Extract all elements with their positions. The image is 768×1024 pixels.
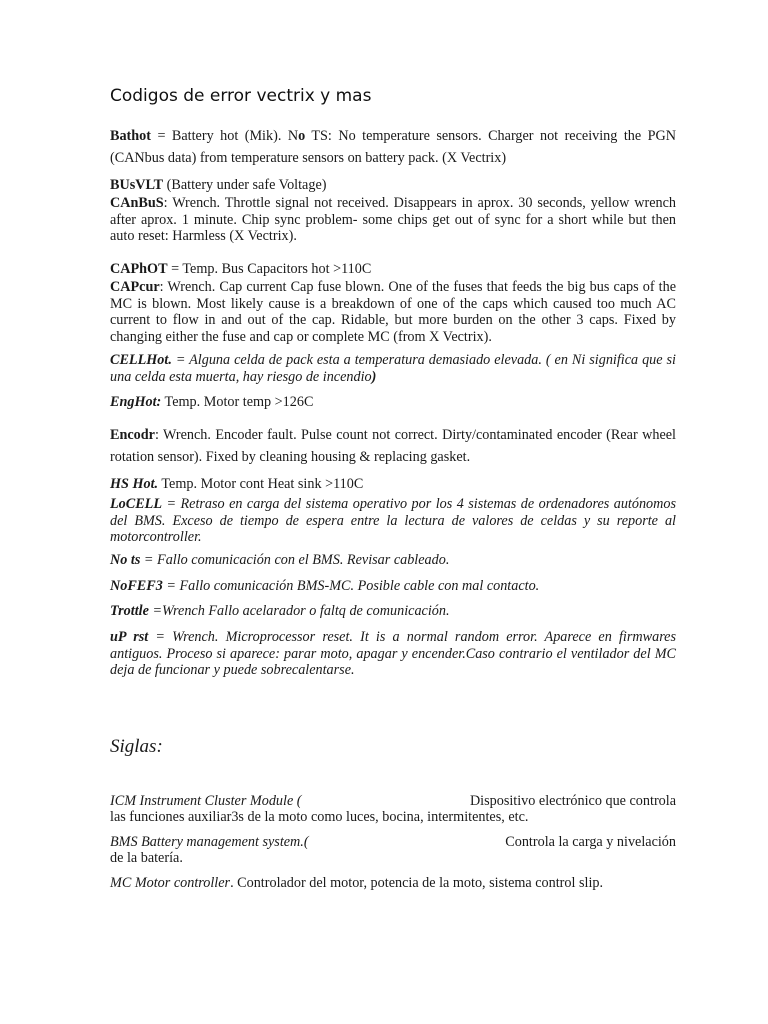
error-code: NoFEF3 [110,578,163,594]
entry-hshot [110,476,676,493]
entry-text: =Wrench Fallo acelarador o faltq de comunicación. [148,603,450,619]
entry-text: Temp. Motor cont Heat sink >110C [158,476,364,492]
entry-text: (Battery under safe Voltage) [163,177,327,193]
sigla-abbr: BMS Battery management system.( [110,834,309,850]
entry-bathot [110,125,676,169]
sigla-mc [110,875,676,891]
closing-paren: ) [371,368,377,385]
error-code: Trottle [110,603,149,619]
error-code: CAnBuS [110,195,164,211]
sigla-abbr: ICM Instrument Cluster Module ( [110,793,302,809]
document-title: Codigos de error vectrix y mas [110,86,372,106]
entry-text: : Wrench. Encoder fault. Pulse count not correct. Dirty/contaminated encoder (Rear wheel rotation sensor). Fixed by cleaning housing & replacing gasket. [110,427,676,465]
siglas-heading: Siglas: [110,736,163,757]
entry-text: = Battery hot (Mik). N [151,128,299,144]
entry-text: = Alguna celda de pack esta a temperatura demasiado elevada. ( en Ni significa que si una celda esta muerta, hay riesgo de incendio [110,352,676,385]
error-code: CELLHot. [110,352,172,368]
entry-text: : Wrench. Cap current Cap fuse blown. One of the fuses that feeds the big bus caps of the MC is blown. Most likely cause is a breakdown of one of the caps which caused too much AC current to flow in and out of the cap. Ridable, but more burden on the other 3 caps. Fixed by changing either the fuse and cap or complete MC (from X Vectrix). [110,279,676,345]
entry-nofef3 [110,578,676,595]
entry-text: = Retraso en carga del sistema operativo por los 4 sistemas de ordenadores autónomos del BMS. Exceso de tiempo de espera entre la lectura de valores de celdas y su reporte al motorcontroller. [110,496,676,545]
sigla-icm [110,793,676,825]
sigla-desc-cont: de la batería. [110,850,183,866]
entry-canbus [110,195,676,245]
entry-locell [110,496,676,546]
entry-enghot [110,394,676,411]
entry-text: : Wrench. Throttle signal not received. Disappears in aprox. 30 seconds, yellow wrench after aprox. 1 minute. Chip sync problem- some chips get out of sync for a short while but then auto reset: Harmless (X Vectrix). [110,195,676,244]
entry-encodr [110,424,676,468]
entry-busvlt [110,177,676,194]
entry-text: = Fallo comunicación con el BMS. Revisar cableado. [140,552,450,568]
error-code: Encodr [110,427,155,443]
error-code: CAPcur [110,279,160,295]
error-code: LoCELL [110,496,163,512]
entry-trottle [110,603,676,620]
error-code: HS Hot. [110,476,159,492]
entry-uprst [110,629,676,679]
entry-text: = Wrench. Microprocessor reset. It is a normal random error. Aparece en firmwares antiguos. Proceso si aparece: parar moto, apagar y encender.Caso contrario el ventilador del MC deja de funcionar y puede sobrecalentarse. [110,629,677,678]
entry-text: = Temp. Bus Capacitors hot >110C [167,261,372,277]
sigla-desc-cont: . Controlador del motor, potencia de la moto, sistema control slip. [230,875,604,891]
entry-text: = Fallo comunicación BMS-MC. Posible cable con mal contacto. [162,578,540,594]
entry-text: TS: No temperature sensors. Charger not receiving the PGN (CANbus data) from temperature sensors on battery pack. (X Vectrix) [110,128,676,166]
error-code: BUsVLT [110,177,164,193]
entry-nots [110,552,676,569]
sigla-desc-right: Dispositivo electrónico que controla [469,793,676,809]
entry-capcur [110,279,676,345]
sigla-desc-right: Controla la carga y nivelación [505,834,676,850]
error-code: EngHot: [110,394,162,410]
sigla-bms [110,834,676,866]
error-code-part: o [298,128,306,144]
entry-cellhot [110,352,676,385]
error-code: Bathot [110,128,151,144]
error-code: uP rst [110,629,149,645]
entry-text: Temp. Motor temp >126C [161,394,314,410]
entry-caphot [110,261,676,278]
error-code: No ts [110,552,141,568]
sigla-abbr: MC Motor controller [110,875,231,891]
sigla-desc-cont: las funciones auxiliar3s de la moto como luces, bocina, intermitentes, etc. [110,809,529,825]
error-code: CAPhOT [110,261,168,277]
